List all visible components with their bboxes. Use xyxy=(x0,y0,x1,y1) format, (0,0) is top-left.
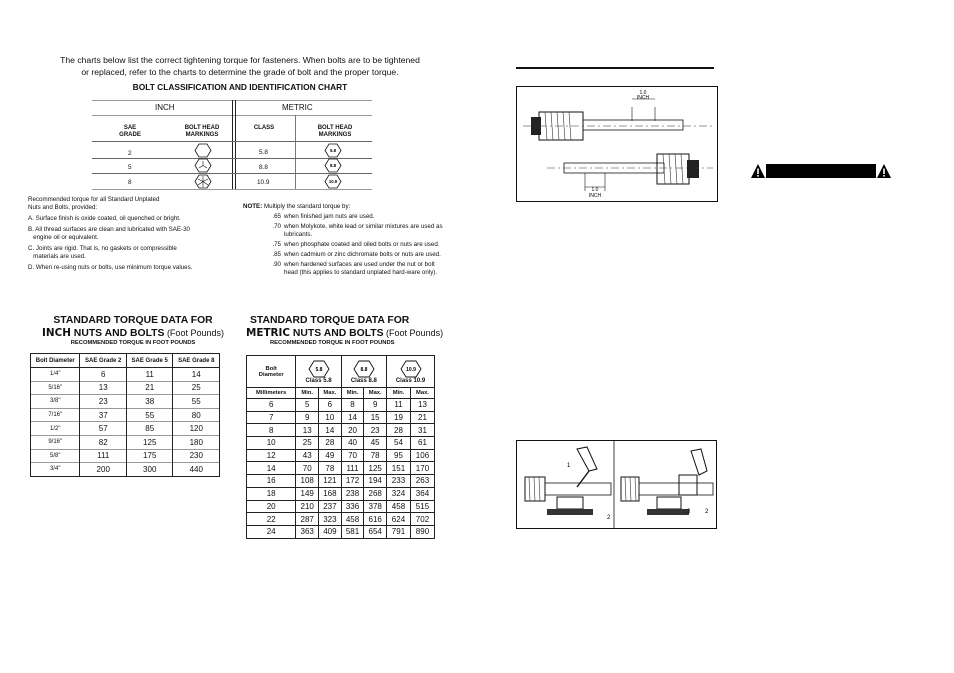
table-row xyxy=(247,411,435,424)
torque-cell: 180 xyxy=(173,435,220,449)
torque-cell: 80 xyxy=(173,408,220,422)
torque-cell: 8 xyxy=(341,399,364,412)
millimeter-cell: 22 xyxy=(247,513,296,526)
table-row xyxy=(247,487,435,500)
note-d: D. When re-using nuts or bolts, use minimum torque values. xyxy=(28,264,193,271)
table-row xyxy=(247,399,435,412)
metric-class-109: 10.9 xyxy=(257,179,270,186)
metric-bolt-head-markings-label: BOLT HEAD MARKINGS xyxy=(317,125,353,138)
top-dimension-unit: INCH xyxy=(636,95,650,101)
table-row xyxy=(31,422,220,436)
torque-cell: 10 xyxy=(319,411,342,424)
sae-grade-2: 2 xyxy=(128,150,132,157)
table-row xyxy=(31,408,220,422)
bolt-diameter-cell: 7/16" xyxy=(31,408,80,422)
multiplier-item: .70 when Molykote, white lead or similar mixtures are used as lubricants. xyxy=(272,223,443,238)
grade-2-head-icon xyxy=(194,143,212,158)
intro-line-2: or replaced, refer to the charts to determine the grade of bolt and the proper torque. xyxy=(81,67,399,77)
table-row xyxy=(31,463,220,477)
torque-cell: 120 xyxy=(173,422,220,436)
torque-cell: 14 xyxy=(319,424,342,437)
multiplier-item: .90 when hardened surfaces are used under the nut or bolt head (this applies to standard unplated hard-ware only). xyxy=(272,261,438,276)
intro-text xyxy=(40,54,440,78)
table-row xyxy=(31,449,220,463)
bolt-diameter-cell: 3/8" xyxy=(31,395,80,409)
torque-cell: 20 xyxy=(341,424,364,437)
torque-cell: 106 xyxy=(410,449,434,462)
torque-cell: 78 xyxy=(364,449,387,462)
svg-text:10.9: 10.9 xyxy=(328,179,338,185)
torque-cell: 364 xyxy=(410,487,434,500)
callout-3: 3 xyxy=(687,509,691,515)
bolt-diameter-cell: 1/4" xyxy=(31,368,80,382)
torque-cell: 624 xyxy=(387,513,411,526)
table-row xyxy=(247,449,435,462)
torque-cell: 14 xyxy=(173,368,220,382)
torque-cell: 85 xyxy=(126,422,173,436)
millimeter-cell: 16 xyxy=(247,475,296,488)
bolt-chart-title: BOLT CLASSIFICATION AND IDENTIFICATION CHART xyxy=(132,82,348,92)
torque-cell: 210 xyxy=(296,500,319,513)
torque-cell: 78 xyxy=(319,462,342,475)
intro-line-1: The charts below list the correct tightening torque for fasteners. When bolts are to be tightened xyxy=(60,55,420,65)
torque-cell: 28 xyxy=(319,437,342,450)
metric-class-88: 8.8 xyxy=(259,164,268,171)
torque-cell: 268 xyxy=(364,487,387,500)
svg-text:5.8: 5.8 xyxy=(329,148,337,154)
class-58-head-icon xyxy=(324,143,342,158)
class-label: CLASS xyxy=(253,125,275,131)
section-rule xyxy=(516,67,714,69)
torque-cell: 23 xyxy=(364,424,387,437)
table-row xyxy=(247,475,435,488)
torque-cell: 13 xyxy=(80,381,127,395)
torque-cell: 125 xyxy=(126,435,173,449)
bolt-diameter-cell: 9/16" xyxy=(31,435,80,449)
torque-cell: 300 xyxy=(126,463,173,477)
torque-cell: 409 xyxy=(319,525,342,538)
inch-torque-table: Bolt Diameter SAE Grade 2 SAE Grade 5 SAE Grade 8 1/4" 6 11 14 5/16" 13 21 25 3/8" 23 38 55 7/16" 37 55 80 1/2" 57 85 120 9/16" 82 125 180 5/8" 111 175 230 3/4" 200 300 440 xyxy=(30,353,220,477)
sae-grade-5: 5 xyxy=(128,164,132,171)
torque-cell: 9 xyxy=(364,399,387,412)
torque-cell: 14 xyxy=(341,411,364,424)
bolt-classification-chart xyxy=(92,100,372,190)
torque-cell: 6 xyxy=(80,368,127,382)
grade-8-head-icon xyxy=(194,174,212,189)
table-row xyxy=(31,368,220,382)
bottom-dimension-value: 1.0 xyxy=(591,187,599,193)
class-88-head-icon xyxy=(324,158,342,173)
torque-cell: 702 xyxy=(410,513,434,526)
multiplier-note: NOTE: Multiply the standard torque by: .65 when finished jam nuts are used. .70 when Molykote, white lead or similar mixtures are used as lubricants. .75 when phosphate coated and oiled bolts or nuts are used. .85 when cadmium or zinc dichromate bolts or nuts are used. .90 when hardened surfaces are used under the nut or bolt head (this applies to standard unplated hard-ware only). xyxy=(243,203,443,276)
torque-cell: 21 xyxy=(410,411,434,424)
torque-cell: 40 xyxy=(341,437,364,450)
torque-cell: 890 xyxy=(410,525,434,538)
note-b: B. All thread surfaces are clean and lubricated with SAE-30 engine oil or equivalent. xyxy=(28,226,190,241)
torque-cell: 95 xyxy=(387,449,411,462)
bottom-dimension-unit: INCH xyxy=(588,193,602,199)
multiplier-item: .75 when phosphate coated and oiled bolts or nuts are used. xyxy=(272,241,440,248)
svg-text:10.9: 10.9 xyxy=(405,367,416,373)
torque-cell: 19 xyxy=(387,411,411,424)
note-c: C. Joints are rigid. That is, no gaskets or compressible materials are used. xyxy=(28,245,177,260)
torque-cell: 194 xyxy=(364,475,387,488)
torque-cell: 151 xyxy=(387,462,411,475)
millimeter-cell: 7 xyxy=(247,411,296,424)
torque-cell: 263 xyxy=(410,475,434,488)
torque-cell: 82 xyxy=(80,435,127,449)
torque-cell: 175 xyxy=(126,449,173,463)
torque-cell: 13 xyxy=(410,399,434,412)
millimeter-cell: 12 xyxy=(247,449,296,462)
warning-banner xyxy=(750,163,892,179)
torque-cell: 458 xyxy=(341,513,364,526)
torque-cell: 168 xyxy=(319,487,342,500)
callout-2-left: 2 xyxy=(607,515,611,521)
millimeter-cell: 18 xyxy=(247,487,296,500)
inch-table-heading: STANDARD TORQUE DATA FOR INCH NUTS AND BOLTS (Foot Pounds) RECOMMENDED TORQUE IN FOOT POUNDS xyxy=(42,315,224,346)
bolt-diameter-cell: 3/4" xyxy=(31,463,80,477)
table-row xyxy=(31,435,220,449)
millimeter-cell: 6 xyxy=(247,399,296,412)
torque-cell: 336 xyxy=(341,500,364,513)
torque-cell: 200 xyxy=(80,463,127,477)
torque-cell: 791 xyxy=(387,525,411,538)
torque-cell: 233 xyxy=(387,475,411,488)
torque-cell: 515 xyxy=(410,500,434,513)
torque-cell: 458 xyxy=(387,500,411,513)
millimeter-cell: 24 xyxy=(247,525,296,538)
torque-cell: 125 xyxy=(364,462,387,475)
torque-cell: 55 xyxy=(173,395,220,409)
torque-cell: 111 xyxy=(80,449,127,463)
torque-cell: 121 xyxy=(319,475,342,488)
torque-cell: 49 xyxy=(319,449,342,462)
bolt-head-markings-label: BOLT HEAD MARKINGS xyxy=(184,125,220,138)
torque-cell: 70 xyxy=(296,462,319,475)
torque-cell: 11 xyxy=(387,399,411,412)
torque-cell: 9 xyxy=(296,411,319,424)
metric-header: METRIC xyxy=(282,103,313,112)
torque-cell: 324 xyxy=(387,487,411,500)
inch-header: INCH xyxy=(155,103,175,112)
svg-text:5.8: 5.8 xyxy=(315,367,323,373)
torque-cell: 61 xyxy=(410,437,434,450)
multiplier-item: .65 when finished jam nuts are used. xyxy=(272,213,375,220)
torque-cell: 440 xyxy=(173,463,220,477)
torque-cell: 323 xyxy=(319,513,342,526)
torque-cell: 23 xyxy=(80,395,127,409)
torque-cell: 108 xyxy=(296,475,319,488)
table-row xyxy=(247,462,435,475)
torque-cell: 15 xyxy=(364,411,387,424)
torque-cell: 287 xyxy=(296,513,319,526)
torque-cell: 6 xyxy=(319,399,342,412)
note-a: A. Surface finish is oxide coated, oil quenched or bright. xyxy=(28,215,181,222)
torque-cell: 25 xyxy=(296,437,319,450)
torque-cell: 170 xyxy=(410,462,434,475)
class-hex-icon xyxy=(353,360,375,378)
table-row xyxy=(247,513,435,526)
class-header: 8.8 Class 8.8 xyxy=(341,356,386,388)
sae-grade-8: 8 xyxy=(128,179,132,186)
table-row xyxy=(247,500,435,513)
recommended-torque-notes: Recommended torque for all Standard Unplated Nuts and Bolts, provided: A. Surface finish is oxide coated, oil quenched or bright. B. All thread surfaces are clean and lubricated with SAE-30 engine oil or equivalent. C. Joints are rigid. That is, no gaskets or compressible materials are used. D. When re-using nuts or bolts, use minimum torque values. xyxy=(28,196,233,275)
torque-cell: 230 xyxy=(173,449,220,463)
warning-left-icon xyxy=(750,163,766,179)
sae-grade-label: SAE GRADE xyxy=(119,125,141,138)
torque-cell: 149 xyxy=(296,487,319,500)
torque-cell: 25 xyxy=(173,381,220,395)
millimeter-cell: 14 xyxy=(247,462,296,475)
table-row xyxy=(31,395,220,409)
metric-torque-table: Bolt Diameter 5.8 Class 5.8 8.8 Class 8.8 10.9 Class 10.9 Millimeters Min. Max. Min. Max. Min. Max. 6 5 6 8 9 11 13 7 9 10 14 15 19 21 8 13 14 20 23 28 31 10 25 28 40 45 54 61 12 43 49 70 78 95 106 14 70 78 111 125 151 170 16 108 121 172 194 233 263 18 149 168 238 268 324 364 20 210 237 336 378 458 515 22 287 323 458 616 624 702 24 363 409 581 654 791 890 xyxy=(246,355,435,539)
class-header: 10.9 Class 10.9 xyxy=(387,356,435,388)
table-row xyxy=(247,424,435,437)
callout-2-right: 2 xyxy=(705,509,709,515)
torque-cell: 38 xyxy=(126,395,173,409)
torque-cell: 581 xyxy=(341,525,364,538)
warning-right-icon xyxy=(876,163,892,179)
torque-cell: 57 xyxy=(80,422,127,436)
torque-cell: 43 xyxy=(296,449,319,462)
driveline-drawing xyxy=(517,87,717,201)
torque-cell: 654 xyxy=(364,525,387,538)
torque-cell: 172 xyxy=(341,475,364,488)
torque-cell: 111 xyxy=(341,462,364,475)
torque-cell: 5 xyxy=(296,399,319,412)
torque-cell: 28 xyxy=(387,424,411,437)
torque-cell: 37 xyxy=(80,408,127,422)
table-row xyxy=(247,437,435,450)
torque-cell: 378 xyxy=(364,500,387,513)
torque-cell: 237 xyxy=(319,500,342,513)
millimeter-cell: 10 xyxy=(247,437,296,450)
torque-cell: 21 xyxy=(126,381,173,395)
torque-cell: 31 xyxy=(410,424,434,437)
class-header: 5.8 Class 5.8 xyxy=(296,356,341,388)
grade-5-head-icon xyxy=(194,158,212,173)
class-109-head-icon xyxy=(324,174,342,189)
metric-table-heading: STANDARD TORQUE DATA FOR METRIC NUTS AND BOLTS (Foot Pounds) RECOMMENDED TORQUE IN FOOT POUNDS xyxy=(246,315,444,346)
torque-cell: 70 xyxy=(341,449,364,462)
note-label: NOTE: xyxy=(243,203,263,210)
torque-cell: 55 xyxy=(126,408,173,422)
torque-cell: 616 xyxy=(364,513,387,526)
class-hex-icon xyxy=(308,360,330,378)
torque-cell: 13 xyxy=(296,424,319,437)
class-hex-icon xyxy=(400,360,422,378)
torque-cell: 45 xyxy=(364,437,387,450)
driveline-measurement-figure xyxy=(516,86,718,202)
svg-text:8.8: 8.8 xyxy=(329,163,337,169)
metric-class-58: 5.8 xyxy=(259,149,268,156)
callout-1: 1 xyxy=(567,463,571,469)
multiplier-item: .85 when cadmium or zinc dichromate bolts or nuts are used. xyxy=(272,251,441,258)
table-row xyxy=(247,525,435,538)
svg-text:8.8: 8.8 xyxy=(360,367,368,373)
millimeter-cell: 20 xyxy=(247,500,296,513)
bolt-diameter-cell: 1/2" xyxy=(31,422,80,436)
torque-cell: 54 xyxy=(387,437,411,450)
torque-cell: 238 xyxy=(341,487,364,500)
torque-cell: 11 xyxy=(126,368,173,382)
top-dimension-value: 1.0 xyxy=(639,90,647,96)
shaft-vise-figure xyxy=(516,440,717,529)
millimeter-cell: 8 xyxy=(247,424,296,437)
shaft-in-vise-drawing xyxy=(517,441,716,528)
torque-cell: 363 xyxy=(296,525,319,538)
bolt-diameter-cell: 5/16" xyxy=(31,381,80,395)
bolt-diameter-cell: 5/8" xyxy=(31,449,80,463)
warning-bar xyxy=(766,164,876,178)
table-row xyxy=(31,381,220,395)
